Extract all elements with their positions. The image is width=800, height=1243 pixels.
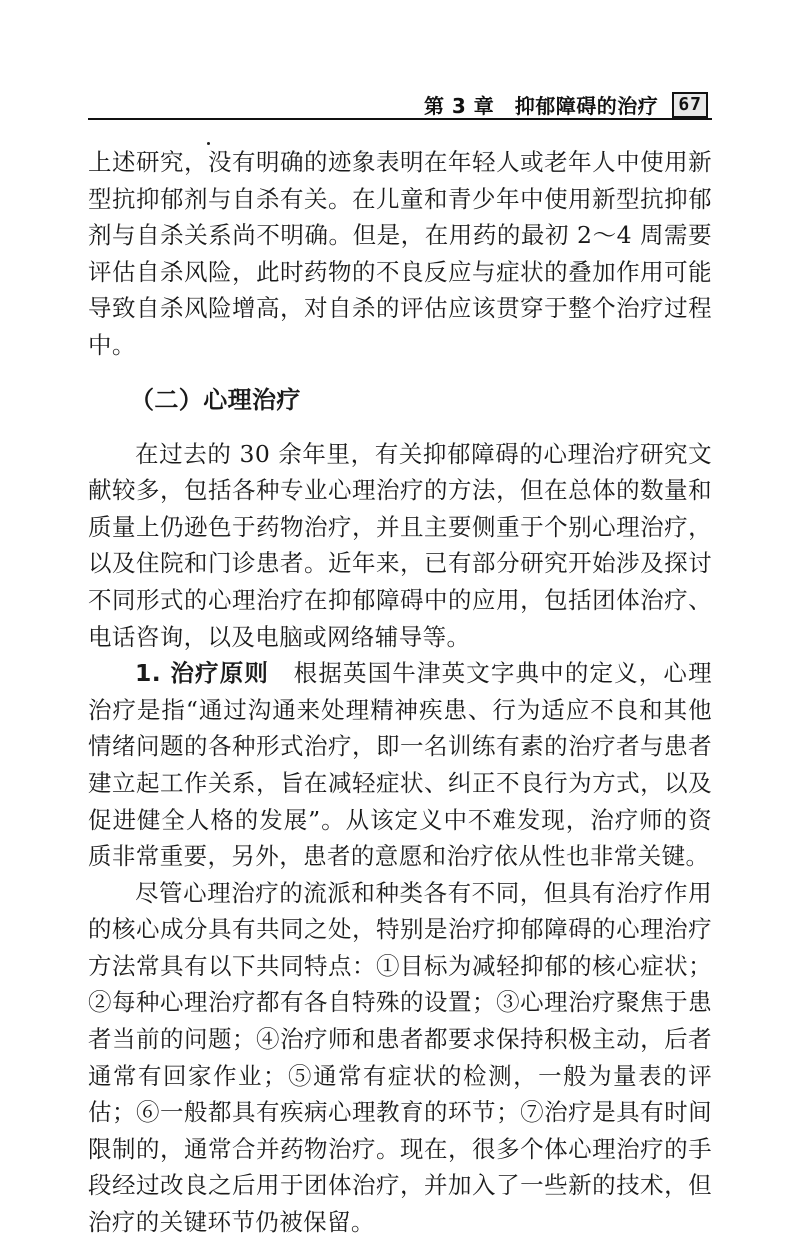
paragraph-3 <box>88 655 712 875</box>
header-rule <box>88 118 712 120</box>
page-number: 67 <box>672 92 708 118</box>
body-text <box>88 144 712 1241</box>
section-heading: （二）心理治疗 <box>130 385 301 414</box>
paragraph-3-lead: 1. 治疗原则 <box>135 659 270 688</box>
chapter-title: 第 3 章 抑郁障碍的治疗 <box>423 94 659 118</box>
paragraph-4: 尽管心理治疗的流派和种类各有不同，但具有治疗作用的核心成分具有共同之处，特别是治疗抑郁障碍的心理治疗方法常具有以下共同特点：①目标为减轻抑郁的核心症状；②每种心理治疗都有各自特殊的设置；③心理治疗聚焦于患者当前的问题；④治疗师和患者都要求保持积极主动，后者通常有回家作业；⑤通常有症状的检测，一般为量表的评估；⑥一般都具有疾病心理教育的环节；⑦治疗是具有时间限制的，通常合并药物治疗。现在，很多个体心理治疗的手段经过改良之后用于团体治疗，并加入了一些新的技术，但治疗的关键环节仍被保留。 <box>88 878 712 1237</box>
paragraph-2: 在过去的 30 余年里，有关抑郁障碍的心理治疗研究文献较多，包括各种专业心理治疗的方法，但在总体的数量和质量上仍逊色于药物治疗，并且主要侧重于个别心理治疗，以及住院和门诊患者。近年来，已有部分研究开始涉及探讨不同形式的心理治疗在抑郁障碍中的应用，包括团体治疗、电话咨询，以及电脑或网络辅导等。 <box>88 439 712 651</box>
paragraph-1: 上述研究，没有明确的迹象表明在年轻人或老年人中使用新型抗抑郁剂与自杀有关。在儿童和青少年中使用新型抗抑郁剂与自杀关系尚不明确。但是，在用药的最初 2～4 周需要评估自杀风险，此时药物的不良反应与症状的叠加作用可能导致自杀风险增高，对自杀的评估应该贯穿于整个治疗过程中。 <box>88 148 712 359</box>
paragraph-3-text: 根据英国牛津英文字典中的定义，心理治疗是指“通过沟通来处理精神疾患、行为适应不良和其他情绪问题的各种形式治疗，即一名训练有素的治疗者与患者建立起工作关系，旨在减轻症状、纠正不良行为方式，以及促进健全人格的发展”。从该定义中不难发现，治疗师的资质非常重要，另外，患者的意愿和治疗依从性也非常关键。 <box>88 659 712 871</box>
running-header <box>424 90 708 119</box>
